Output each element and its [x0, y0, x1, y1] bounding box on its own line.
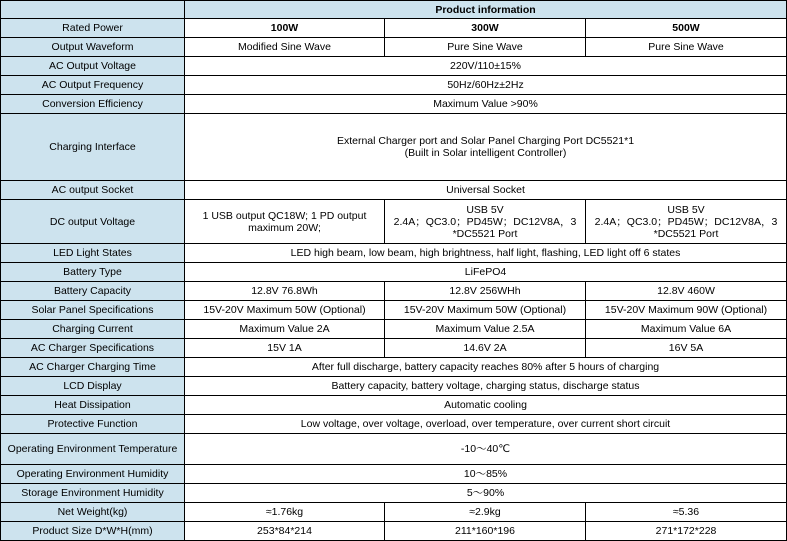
table-row	[1, 76, 787, 95]
cell-net-weight-500w: ≈5.36	[586, 503, 787, 522]
cell-operating-environment-humidity: 10～85%	[185, 465, 787, 484]
cell-ac-output-voltage: 220V/110±15%	[185, 57, 787, 76]
row-label-rated-power: Rated Power	[1, 19, 185, 38]
table-row	[1, 358, 787, 377]
cell-storage-environment-humidity: 5～90%	[185, 484, 787, 503]
table-row	[1, 244, 787, 263]
charging-interface-line-1: External Charger port and Solar Panel Charging Port DC5521*1	[336, 135, 635, 147]
table-row	[1, 38, 787, 57]
row-label-output-waveform: Output Waveform	[1, 38, 185, 57]
row-label-operating-environment-temperature: Operating Environment Temperature	[1, 434, 185, 465]
title-row	[1, 1, 787, 19]
table-row	[1, 377, 787, 396]
dc-output-300w-line-2: 2.4A；QC3.0；PD45W；DC12V8A，3	[393, 215, 577, 228]
row-label-ac-charger-specifications: AC Charger Specifications	[1, 339, 185, 358]
row-label-lcd-display: LCD Display	[1, 377, 185, 396]
cell-dc-output-voltage-300w	[385, 200, 586, 244]
cell-lcd-display: Battery capacity, battery voltage, charging status, discharge status	[185, 377, 787, 396]
cell-solar-panel-100w: 15V-20V Maximum 50W (Optional)	[185, 301, 385, 320]
row-label-storage-environment-humidity: Storage Environment Humidity	[1, 484, 185, 503]
cell-ac-charger-spec-500w: 16V 5A	[586, 339, 787, 358]
cell-charging-current-500w: Maximum Value 6A	[586, 320, 787, 339]
table-row	[1, 434, 787, 465]
cell-led-light-states: LED high beam, low beam, high brightness, half light, flashing, LED light off 6 states	[185, 244, 787, 263]
row-label-product-size: Product Size D*W*H(mm)	[1, 522, 185, 541]
cell-battery-capacity-500w: 12.8V 460W	[586, 282, 787, 301]
cell-output-waveform-300w: Pure Sine Wave	[385, 38, 586, 57]
table-row	[1, 415, 787, 434]
row-label-conversion-efficiency: Conversion Efficiency	[1, 95, 185, 114]
cell-battery-capacity-300w: 12.8V 256WHh	[385, 282, 586, 301]
model-header-100w: 100W	[185, 19, 385, 38]
table-row	[1, 282, 787, 301]
row-label-protective-function: Protective Function	[1, 415, 185, 434]
cell-net-weight-100w: ≈1.76kg	[185, 503, 385, 522]
cell-product-size-300w: 211*160*196	[385, 522, 586, 541]
row-label-battery-capacity: Battery Capacity	[1, 282, 185, 301]
table-row	[1, 301, 787, 320]
cell-dc-output-voltage-500w	[586, 200, 787, 244]
cell-protective-function: Low voltage, over voltage, overload, over temperature, over current short circuit	[185, 415, 787, 434]
dc-output-500w-line-1: USB 5V	[667, 203, 705, 216]
table-row	[1, 522, 787, 541]
model-header-500w: 500W	[586, 19, 787, 38]
row-label-ac-output-frequency: AC Output Frequency	[1, 76, 185, 95]
cell-dc-output-voltage-100w: 1 USB output QC18W; 1 PD output maximum 20W;	[185, 200, 385, 244]
table-title: Product information	[185, 1, 787, 19]
cell-conversion-efficiency: Maximum Value >90%	[185, 95, 787, 114]
table-row	[1, 465, 787, 484]
row-label-charging-current: Charging Current	[1, 320, 185, 339]
charging-interface-line-2: (Built in Solar intelligent Controller)	[404, 147, 567, 159]
cell-charging-current-100w: Maximum Value 2A	[185, 320, 385, 339]
table-row	[1, 320, 787, 339]
cell-solar-panel-500w: 15V-20V Maximum 90W (Optional)	[586, 301, 787, 320]
cell-ac-charger-spec-300w: 14.6V 2A	[385, 339, 586, 358]
dc-output-500w-line-3: *DC5521 Port	[653, 227, 719, 240]
row-label-ac-charger-charging-time: AC Charger Charging Time	[1, 358, 185, 377]
dc-output-500w-line-2: 2.4A；QC3.0；PD45W；DC12V8A，3	[594, 215, 778, 228]
cell-ac-charger-charging-time: After full discharge, battery capacity reaches 80% after 5 hours of charging	[185, 358, 787, 377]
table-row	[1, 114, 787, 181]
row-label-led-light-states: LED Light States	[1, 244, 185, 263]
cell-ac-charger-spec-100w: 15V 1A	[185, 339, 385, 358]
cell-solar-panel-300w: 15V-20V Maximum 50W (Optional)	[385, 301, 586, 320]
header-row	[1, 19, 787, 38]
table-row	[1, 396, 787, 415]
table-row	[1, 200, 787, 244]
row-label-ac-output-socket: AC output Socket	[1, 181, 185, 200]
row-label-charging-interface: Charging Interface	[1, 114, 185, 181]
cell-heat-dissipation: Automatic cooling	[185, 396, 787, 415]
table-row	[1, 57, 787, 76]
model-header-300w: 300W	[385, 19, 586, 38]
table-row	[1, 484, 787, 503]
cell-product-size-500w: 271*172*228	[586, 522, 787, 541]
row-label-battery-type: Battery Type	[1, 263, 185, 282]
row-label-dc-output-voltage: DC output Voltage	[1, 200, 185, 244]
row-label-heat-dissipation: Heat Dissipation	[1, 396, 185, 415]
row-label-net-weight: Net Weight(kg)	[1, 503, 185, 522]
table-row	[1, 95, 787, 114]
cell-battery-capacity-100w: 12.8V 76.8Wh	[185, 282, 385, 301]
table-corner	[1, 1, 185, 19]
cell-net-weight-300w: ≈2.9kg	[385, 503, 586, 522]
cell-operating-environment-temperature: -10～40℃	[185, 434, 787, 465]
table-row	[1, 339, 787, 358]
cell-output-waveform-100w: Modified Sine Wave	[185, 38, 385, 57]
row-label-operating-environment-humidity: Operating Environment Humidity	[1, 465, 185, 484]
table-row	[1, 503, 787, 522]
cell-ac-output-frequency: 50Hz/60Hz±2Hz	[185, 76, 787, 95]
dc-output-300w-line-1: USB 5V	[466, 203, 504, 216]
cell-ac-output-socket: Universal Socket	[185, 181, 787, 200]
cell-output-waveform-500w: Pure Sine Wave	[586, 38, 787, 57]
cell-charging-interface	[185, 114, 787, 181]
cell-charging-current-300w: Maximum Value 2.5A	[385, 320, 586, 339]
row-label-ac-output-voltage: AC Output Voltage	[1, 57, 185, 76]
table-row	[1, 181, 787, 200]
table-row	[1, 263, 787, 282]
cell-product-size-100w: 253*84*214	[185, 522, 385, 541]
cell-battery-type: LiFePO4	[185, 263, 787, 282]
dc-output-300w-line-3: *DC5521 Port	[452, 227, 518, 240]
row-label-solar-panel-specifications: Solar Panel Specifications	[1, 301, 185, 320]
